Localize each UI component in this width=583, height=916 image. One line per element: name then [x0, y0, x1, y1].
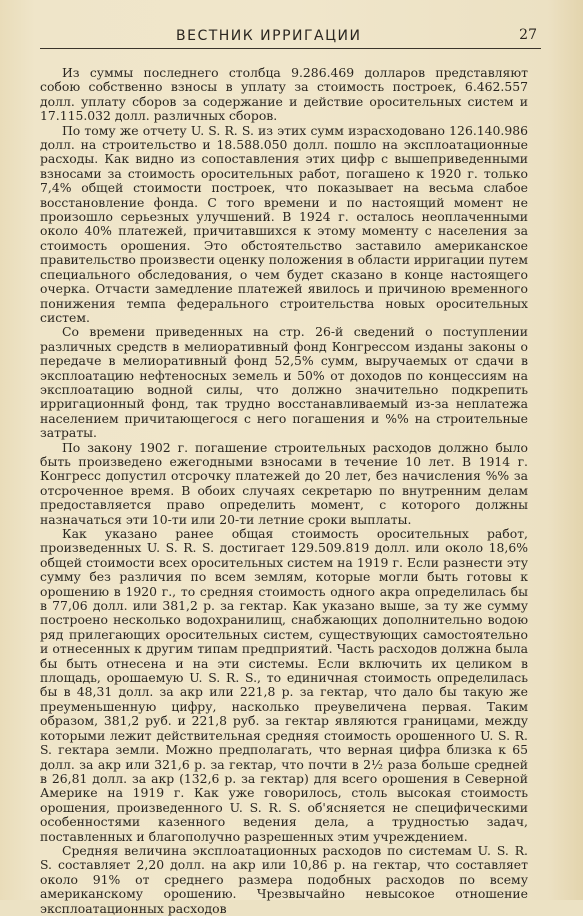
paragraph-5: Как указано ранее общая стоимость оросительных работ, произведенных U. S. R. S. достигает 129.509.819 долл. или около 18,6% общей стоимости всех оросительных систем на 1919 г. Если разнести эту сумму без различия по всем землям, которые могли быть готовы к орошению в 1920 г., то средняя стоимость одного акра определилась бы в 77,06 долл. или 381,2 р. за гектар. Как указано выше, за ту же сумму построено несколько водохранилищ, снабжающих дополнительно водою ряд прилегающих оросительных систем, существующих самостоятельно и отнесенных к другим типам предприятий. Часть расходов должна была бы быть отнесена и на эти системы. Если включить их целиком в площадь, орошаемую U. S. R. S., то единичная стоимость определилась бы в 48,31 долл. за акр или 221,8 р. за гектар, что дало бы такую же преуменьшенную цифру, насколько преувеличена первая. Таким образом, 381,2 руб. и 221,8 руб. за гектар являются границами, между которыми лежит действительная средняя стоимость орошенного U. S. R. S. гектара земли. Можно предполагать, что верная цифра близка к 65 долл. за акр или 321,6 р. за гектар, что почти в 2½ раза больше средней в 26,81 долл. за акр (132,6 р. за гектар) для всего орошения в Северной Америке на 1919 г. Как уже говорилось, столь высокая стоимость орошения, произведенного U. S. R. S. об'ясняется не специфическими особенностями казенного ведения дела, а трудностью задач, поставленных и благополучно разрешенных этим учреждением.: [40, 526, 528, 844]
paragraph-4: По закону 1902 г. погашение строительных расходов должно было быть произведено ежегодными взносами в течение 10 лет. В 1914 г. Конгресс допустил отсрочку платежей до 20 лет, без начисления %% за отсроченное время. В обоих случаях секретарю по внутренним делам предоставляется право определить момент, с которого должны назначаться эти 10-ти или 20-ти летние сроки выплаты.: [40, 439, 528, 527]
paragraph-3: Со времени приведенных на стр. 26-й сведений о поступлении различных средств в мелиоративный фонд Конгрессом изданы законы о передаче в мелиоративный фонд 52,5% сумм, выручаемых от сдачи в эксплоатацию нефтеносных земель и 50% от доходов по концессиям на эксплоатацию водной силы, что должно значительно подкрепить ирригационный фонд, так трудно восстанавливаемый из-за неплатежа населением причитающегося с него погашения и %% на строительные затраты.: [40, 324, 528, 441]
page-number: 27: [519, 27, 537, 43]
paragraph-1: Из суммы последнего столбца 9.286.469 долларов представляют собою собственно взносы в уплату за стоимость построек, 6.462.557 долл. уплату сборов за содержание и действие оросительных систем и 17.115.032 долл. различных сборов.: [40, 65, 528, 124]
running-header: [40, 26, 541, 49]
journal-title: ВЕСТНИК ИРРИГАЦИИ: [176, 28, 362, 44]
paragraph-6: Средняя величина эксплоатационных расходов по системам U. S. R. S. составляет 2,20 долл. на акр или 10,86 р. на гектар, что составляет около 91% от среднего размера подобных расходов по всему американскому орошению. Чрезвычайно невысокое отношение эксплоатационных расходов: [40, 842, 528, 916]
paragraph-2: По тому же отчету U. S. R. S. из этих сумм израсходовано 126.140.986 долл. на строительство и 18.588.050 долл. пошло на эксплоатационные расходы. Как видно из сопоставления этих цифр с вышеприведенными взносами за стоимость оросительных работ, погашено к 1920 г. только 7,4% общей стоимости построек, что показывает на весьма слабое восстановление фонда. С того времени и по настоящий момент не произошло серьезных улучшений. В 1924 г. осталось неоплаченными около 40% платежей, причитавшихся к этому моменту с населения за стоимость орошения. Это обстоятельство заставило американское правительство произвести оценку положения в области ирригации путем специального обследования, о чем будет сказано в конце настоящего очерка. Отчасти замедление платежей явилось и причиною временного понижения темпа федерального строительства новых оросительных систем.: [40, 122, 528, 325]
article-body: [40, 66, 528, 916]
